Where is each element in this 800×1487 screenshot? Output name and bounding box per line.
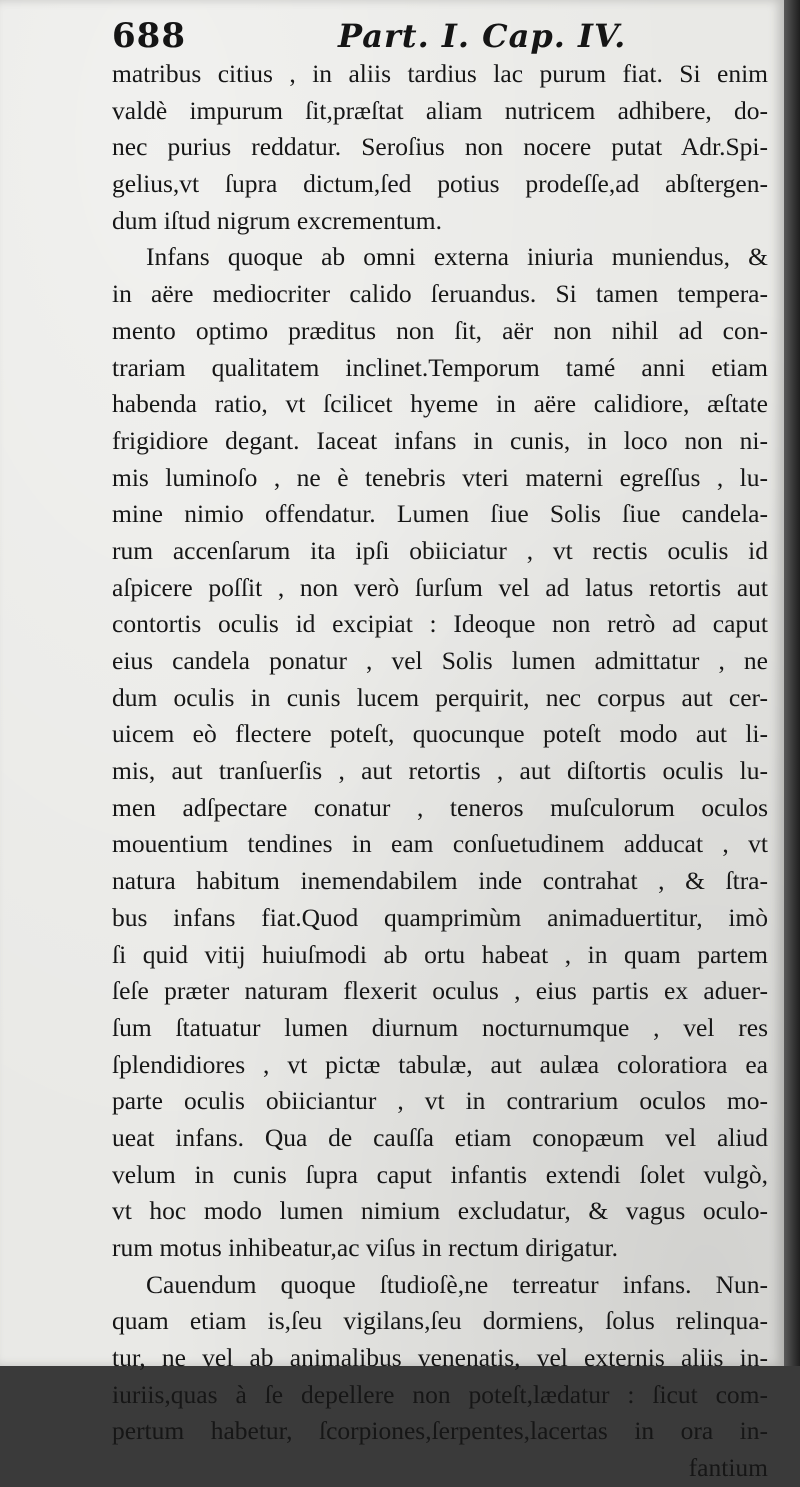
- body-text: [112, 56, 768, 1487]
- page-number: 688: [112, 16, 186, 56]
- text-line: parte oculis obiiciantur , vt in contrarium oculos mo-: [112, 1086, 768, 1116]
- text-line: iuriis,quas à ſe depellere non poteſt,lædatur : ſicut com-: [112, 1379, 768, 1409]
- text-line: mis, aut tranſuerſis , aut retortis , aut diſtortis oculis lu-: [112, 756, 768, 786]
- text-line: matribus citius , in aliis tardius lac purum fiat. Si enim: [112, 59, 768, 88]
- text-line: gelius,vt ſupra dictum,ſed potius prodeſſe,ad abſtergen-: [112, 169, 768, 199]
- text-line: valdè impurum ſit,præſtat aliam nutricem adhibere, do-: [112, 95, 768, 125]
- chapter-heading: Part. I. Cap. IV.: [338, 17, 627, 55]
- text-line: tur, ne vel ab animalibus venenatis, vel externis aliis in-: [112, 1343, 768, 1373]
- text-line: men adſpectare conatur , teneros muſculorum oculos: [112, 792, 768, 822]
- text-line: nec purius reddatur. Seroſius non nocere putat Adr.Spi-: [112, 132, 768, 162]
- text-line: mis luminoſo , ne è tenebris vteri materni egreſſus , lu-: [112, 462, 768, 492]
- text-line: trariam qualitatem inclinet.Temporum tamé anni etiam: [112, 352, 768, 382]
- text-line: dum oculis in cunis lucem perquirit, nec corpus aut cer-: [112, 682, 768, 712]
- text-line: bus infans fiat.Quod quamprimùm animaduertitur, imò: [112, 902, 768, 932]
- text-line: rum motus inhibeatur,ac viſus in rectum dirigatur.: [112, 1233, 619, 1262]
- running-head: [112, 14, 672, 58]
- text-line: ſeſe præter naturam flexerit oculus , eius partis ex aduer-: [112, 976, 768, 1006]
- text-line: ſplendidiores , vt pictæ tabulæ, aut aulæa coloratiora ea: [112, 1049, 768, 1079]
- text-line: mento optimo præditus non ſit, aër non nihil ad con-: [112, 315, 768, 345]
- text-line: Infans quoque ab omni externa iniuria muniendus, &: [146, 242, 768, 272]
- text-line: in aëre mediocriter calido ſeruandus. Si tamen tempera-: [112, 279, 768, 309]
- catchword: fantium: [688, 1453, 768, 1483]
- text-line: rum accenſarum ita ipſi obiiciatur , vt rectis oculis id: [112, 535, 768, 565]
- text-line: vt hoc modo lumen nimium excludatur, & vagus oculo-: [112, 1196, 768, 1226]
- text-line: eius candela ponatur , vel Solis lumen admittatur , ne: [112, 646, 768, 675]
- text-line: natura habitum inemendabilem inde contrahat , & ſtra-: [112, 866, 768, 896]
- text-line: quam etiam is,ſeu vigilans,ſeu dormiens, ſolus relinqua-: [112, 1306, 768, 1336]
- text-line: ueat infans. Qua de cauſſa etiam conopæum vel aliud: [112, 1122, 768, 1152]
- text-line: ſi quid vitij huiuſmodi ab ortu habeat , in quam partem: [112, 939, 768, 969]
- text-line: contortis oculis id excipiat : Ideoque non retrò ad caput: [112, 609, 768, 639]
- text-line: ſum ſtatuatur lumen diurnum nocturnumque , vel res: [112, 1012, 768, 1042]
- text-line: aſpicere poſſit , non verò ſurſum vel ad latus retortis aut: [112, 572, 768, 602]
- text-line: uicem eò flectere poteſt, quocunque poteſt modo aut li-: [112, 719, 768, 749]
- text-line: Cauendum quoque ſtudioſè,ne terreatur infans. Nun-: [146, 1269, 768, 1299]
- page-gutter-shadow: [784, 0, 800, 1366]
- text-line: pertum habetur, ſcorpiones,ſerpentes,lacertas in ora in-: [112, 1416, 768, 1446]
- text-line: dum iſtud nigrum excrementum.: [112, 205, 443, 235]
- text-line: habenda ratio, vt ſcilicet hyeme in aëre calidiore, æſtate: [112, 389, 768, 419]
- text-line: mouentium tendines in eam conſuetudinem adducat , vt: [112, 829, 768, 859]
- text-line: velum in cunis ſupra caput infantis extendi ſolet vulgò,: [112, 1159, 768, 1189]
- text-line: frigidiore degant. Iaceat infans in cunis, in loco non ni-: [112, 425, 768, 455]
- text-line: mine nimio offendatur. Lumen ſiue Solis ſiue candela-: [112, 499, 768, 529]
